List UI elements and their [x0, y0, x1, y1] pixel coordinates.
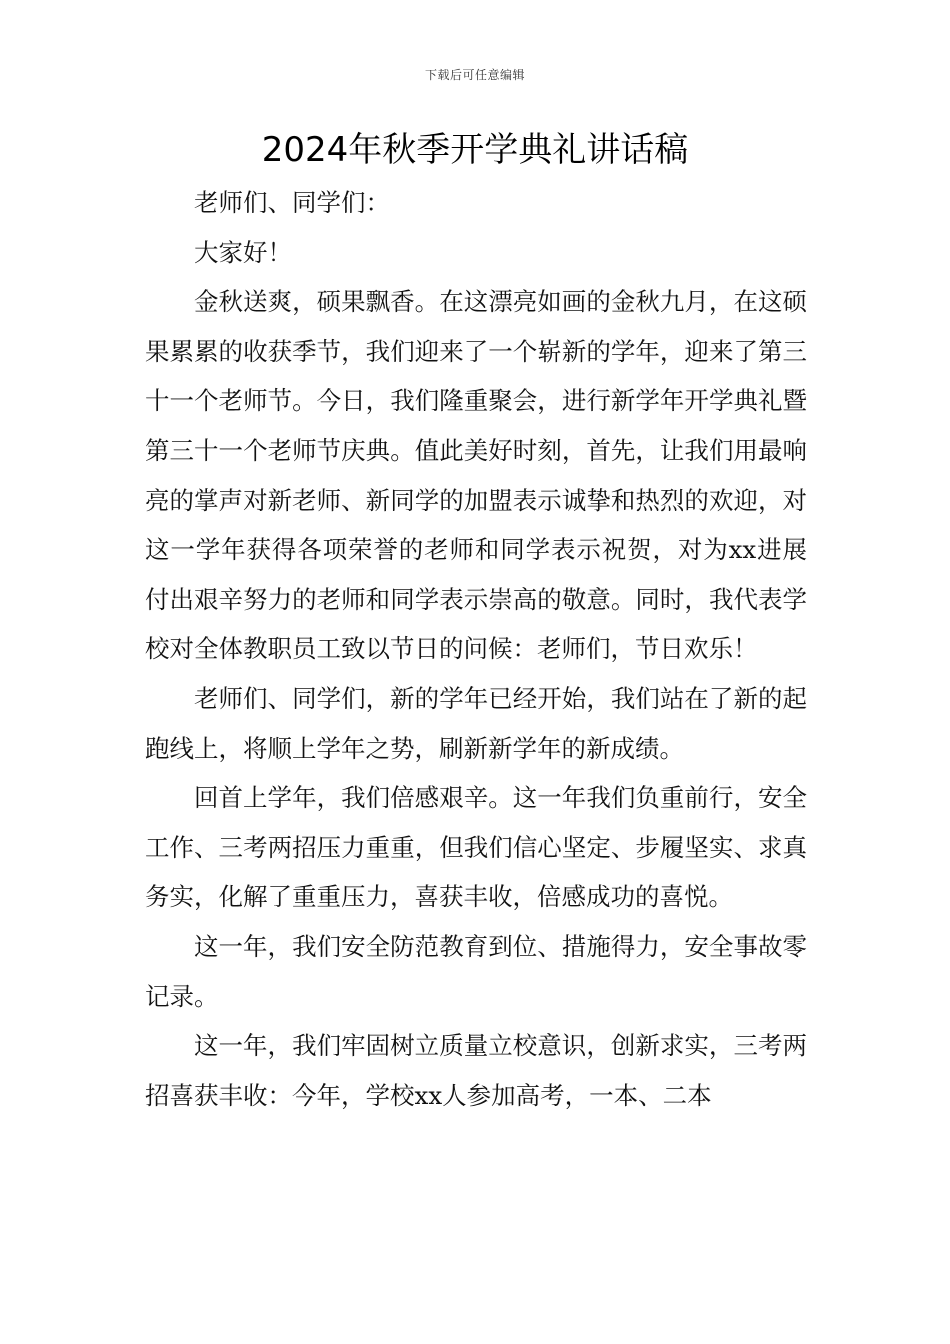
document-body — [145, 178, 807, 1120]
greeting-paragraph: 大家好！ — [194, 237, 292, 267]
body-paragraph: 这一年，我们牢固树立质量立校意识，创新求实，三考两招喜获丰收：今年，学校xx人参加高考，一本、二本 — [145, 1031, 807, 1110]
body-paragraph: 金秋送爽，硕果飘香。在这漂亮如画的金秋九月，在这硕果累累的收获季节，我们迎来了一个崭新的学年，迎来了第三十一个老师节。今日，我们隆重聚会，进行新学年开学典礼暨第三十一个老师节庆典。值此美好时刻，首先，让我们用最响亮的掌声对新老师、新同学的加盟表示诚挚和热烈的欢迎，对这一学年获得各项荣誉的老师和同学表示祝贺，对为xx进展付出艰辛努力的老师和同学表示崇高的敬意。同时，我代表学校对全体教职员工致以节日的问候：老师们，节日欢乐！ — [145, 287, 807, 664]
document-title: 2024年秋季开学典礼讲话稿 — [261, 130, 689, 170]
header-note: 下载后可任意编辑 — [424, 68, 525, 82]
body-paragraph: 老师们、同学们，新的学年已经开始，我们站在了新的起跑线上，将顺上学年之势，刷新新学年的新成绩。 — [145, 683, 807, 763]
salutation-paragraph: 老师们、同学们： — [194, 188, 390, 217]
body-paragraph: 回首上学年，我们倍感艰辛。这一年我们负重前行，安全工作、三考两招压力重重，但我们信心坚定、步履坚实、求真务实，化解了重重压力，喜获丰收，倍感成功的喜悦。 — [145, 783, 807, 912]
body-paragraph: 这一年，我们安全防范教育到位、措施得力，安全事故零记录。 — [145, 931, 807, 1011]
